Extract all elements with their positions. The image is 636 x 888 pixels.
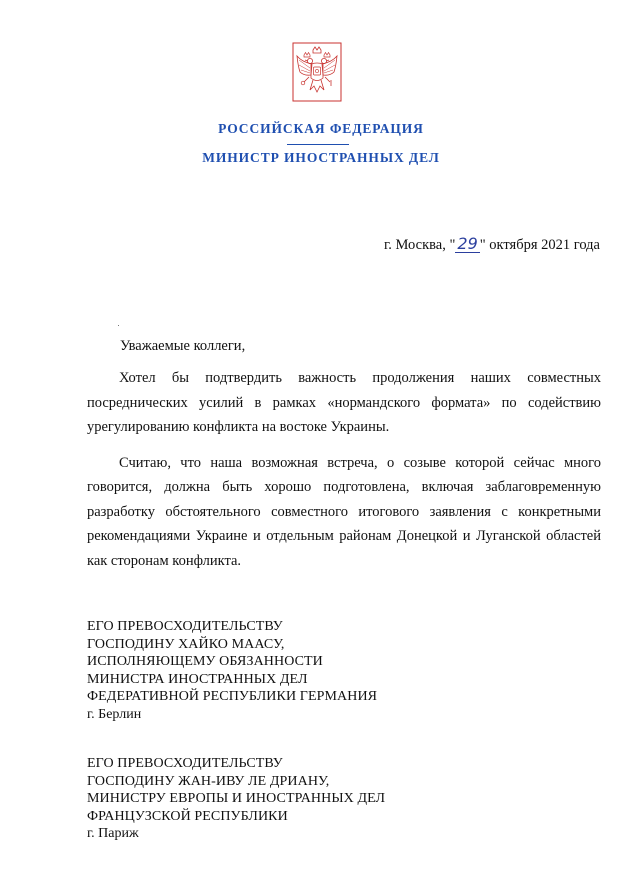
- dateline-prefix: г. Москва, ": [383, 237, 456, 253]
- salutation: Уважаемые коллеги,: [120, 338, 246, 354]
- addressee-city: г. Париж: [87, 826, 139, 841]
- dateline: [384, 236, 600, 254]
- addressee-line: ФЕДЕРАТИВНОЙ РЕСПУБЛИКИ ГЕРМАНИЯ: [87, 689, 378, 704]
- addressee-line: ФРАНЦУЗСКОЙ РЕСПУБЛИКИ: [87, 808, 288, 824]
- letterhead-title: РОССИЙСКАЯ ФЕДЕРАЦИЯ: [218, 121, 424, 136]
- addressee-line: ЕГО ПРЕВОСХОДИТЕЛЬСТВУ: [87, 756, 283, 771]
- addressee-line: ГОСПОДИНУ ХАЙКО МААСУ,: [87, 636, 285, 652]
- addressee-line: ЕГО ПРЕВОСХОДИТЕЛЬСТВУ: [87, 619, 283, 634]
- letterhead-divider: [287, 144, 349, 145]
- paragraph: Считаю, что наша возможная встреча, о созыве которой сейчас много говорится, должна быть хорошо подготовлена, включая заблаговременную разработку обстоятельного совместного итогового заявления с конкретными рекомендациями Украине и отдельным районам Донецкой и Луганской областей как сторонам конфликта.: [87, 454, 601, 569]
- paragraph: Хотел бы подтвердить важность продолжения наших совместных посреднических усилий в рамках «нормандского формата» по содействию урегулированию конфликта на востоке Украины.: [87, 370, 601, 435]
- addressee-block: [87, 755, 385, 843]
- coat-of-arms-icon: [292, 42, 342, 102]
- letterhead-subtitle: МИНИСТР ИНОСТРАННЫХ ДЕЛ: [202, 150, 440, 165]
- addressee-line: ГОСПОДИНУ ЖАН-ИВУ ЛЕ ДРИАНУ,: [87, 773, 330, 789]
- letter-body: [87, 366, 601, 584]
- addressee-line: ИСПОЛНЯЮЩЕМУ ОБЯЗАННОСТИ: [87, 654, 323, 669]
- dateline-suffix: " октября 2021 года: [479, 237, 600, 253]
- scan-speck: [118, 325, 119, 326]
- addressee-line: МИНИСТРА ИНОСТРАННЫХ ДЕЛ: [87, 671, 308, 687]
- addressee-line: МИНИСТРУ ЕВРОПЫ И ИНОСТРАННЫХ ДЕЛ: [87, 791, 386, 806]
- addressee-city: г. Берлин: [87, 706, 142, 722]
- addressee-block: [87, 618, 377, 723]
- dateline-day: 29: [457, 234, 478, 253]
